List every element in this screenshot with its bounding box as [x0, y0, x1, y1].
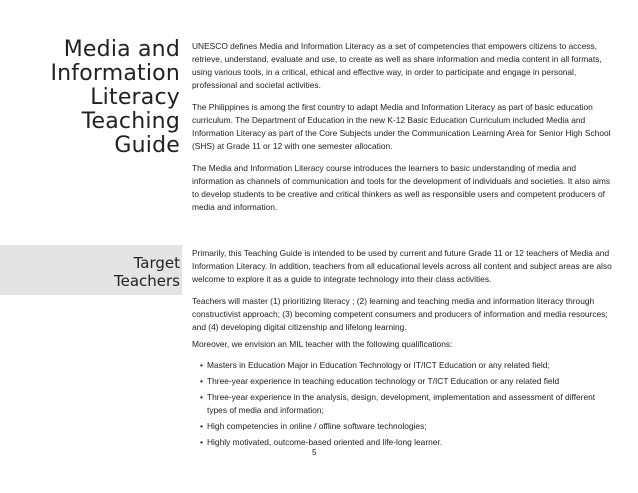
bullet-icon: • — [200, 360, 203, 370]
section-heading-mil-teaching-guide — [10, 38, 180, 158]
heading-line: Literacy — [90, 85, 180, 110]
intro-paragraph: The Philippines is among the first country to adapt Media and Information Literacy as part of basic education curriculum. The Department of Education in the new K-12 Basic Education Curriculum included Media and Information Literacy as part of the Core Subjects under the Communication Learning Area for Senior High School (SHS) at Grade 11 or 12 with one semester allocation. — [192, 102, 611, 151]
bullet-icon: • — [200, 392, 203, 402]
qualification-text: Three-year experience in teaching education technology or T/ICT Education or any related field — [207, 376, 560, 386]
section-heading-target-teachers — [10, 254, 180, 290]
intro-section — [192, 40, 612, 223]
page-number: 5 — [312, 448, 317, 457]
bullet-icon: • — [200, 376, 203, 386]
qualifications-list — [192, 359, 612, 449]
intro-paragraph: The Media and Information Literacy course introduces the learners to basic understanding of media and information as channels of communication and tools for the development of individuals and societies. It also aims to develop students to be creative and critical thinkers as well as responsible users and competent producers of media and information. — [192, 163, 611, 212]
list-item — [200, 391, 612, 417]
heading-line: Information — [50, 61, 180, 86]
target-teachers-section — [192, 247, 612, 452]
qualification-text: Three-year experience in the analysis, design, development, implementation and assessment of different types of media and information; — [207, 392, 596, 415]
target-paragraph: Primarily, this Teaching Guide is intended to be used by current and future Grade 11 or 12 teachers of Media and Information Literacy. In addition, teachers from all educational levels across all content and subject areas are also welcome to explore it as a guide to integrate technology into their class activities. — [192, 248, 612, 284]
bullet-icon: • — [200, 437, 203, 447]
bullet-icon: • — [200, 421, 203, 431]
list-item — [200, 375, 612, 388]
target-paragraph: Teachers will master (1) prioritizing literacy ; (2) learning and teaching media and information literacy through constructivist approach; (3) becoming competent consumers and producers of information and media resources; and (4) developing digital citizenship and lifelong learning. — [192, 296, 608, 332]
qualification-text: Masters in Education Major in Education Technology or IT/ICT Education or any related field; — [207, 360, 550, 370]
target-paragraph: Moreover, we envision an MIL teacher with the following qualifications: — [192, 339, 453, 349]
heading-line: Teaching — [81, 109, 180, 134]
heading-line: Guide — [114, 133, 180, 158]
intro-paragraph: UNESCO defines Media and Information Literacy as a set of competencies that empowers citizens to access, retrieve, understand, evaluate and use, to create as well as share information and media content in all formats, using various tools, in a critical, ethical and effective way, in order to participate and engage in personal, professional and societal activities. — [192, 41, 602, 90]
heading-line: Target — [133, 254, 180, 272]
list-item — [200, 420, 612, 433]
heading-line: Media and — [63, 37, 180, 62]
list-item — [200, 359, 612, 372]
list-item — [200, 436, 612, 449]
qualification-text: Highly motivated, outcome-based oriented and life-long learner. — [207, 437, 443, 447]
qualification-text: High competencies in online / offline software technologies; — [207, 421, 427, 431]
heading-line: Teachers — [114, 272, 180, 290]
